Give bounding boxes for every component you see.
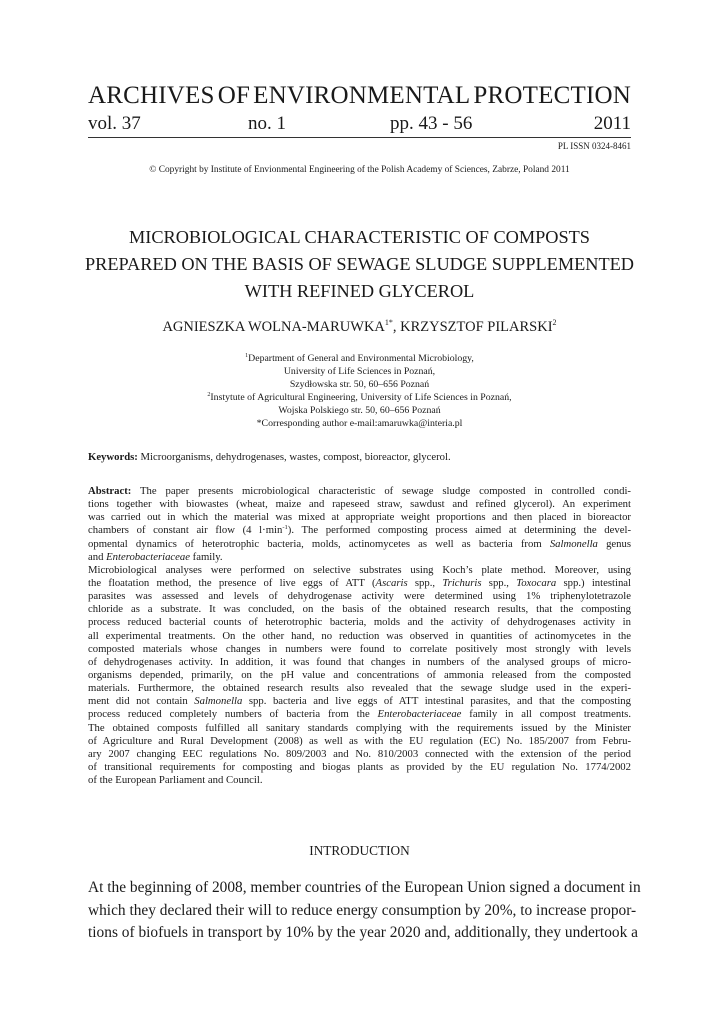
affiliation-line: Szydłowska str. 50, 60–656 Poznań — [289, 379, 430, 391]
abstract-line: process reduced completely numbers of bacteria from the Enterobacteriaceae family in all compost treatments. — [88, 708, 631, 721]
author-name: AGNIESZKA WOLNA-MARUWKA — [162, 319, 385, 335]
body-line: which they declared their will to reduce energy consumption by 20%, to increase propor- — [88, 901, 637, 919]
abstract-line: Microbiological analyses were performed on selective substrates using Koch’s plate method. Moreover, using — [88, 563, 631, 576]
journal-title — [88, 82, 631, 110]
author-affil-mark: 1* — [384, 318, 393, 327]
abstract-line: ment did not contain Salmonella spp. bacteria and live eggs of ATT intestinal parasites, and that the composting — [88, 695, 631, 708]
abstract-line: process reduced bacterial counts of heterotrophic bacteria, molds and the activity of dehydrogenases activity in — [88, 616, 631, 629]
affiliation-line: University of Life Sciences in Poznań, — [283, 366, 436, 378]
section-heading: INTRODUCTION — [309, 843, 410, 858]
article-title-line: MICROBIOLOGICAL CHARACTERISTIC OF COMPOSTS — [129, 227, 590, 247]
corresponding-author: *Corresponding author e-mail:amaruwka@interia.pl — [256, 418, 463, 430]
body-line: tions of biofuels in transport by 10% by the year 2020 and, additionally, they undertook a — [88, 924, 638, 941]
journal-title-word: PROTECTION — [473, 82, 631, 109]
year: 2011 — [593, 113, 631, 134]
author-separator: , — [392, 319, 401, 335]
journal-title-word: ENVIRONMENTAL — [253, 82, 471, 109]
author-name: KRZYSZTOF PILARSKI — [400, 319, 553, 335]
page-range: pp. 43 - 56 — [390, 113, 473, 134]
abstract-line: parasites was assessed and levels of dehydrogenase activity were determined using 1% triphenylotetrazole — [88, 590, 631, 603]
abstract-line: chambers of constant air flow (4 $l\cdot\min^{-1}$). The performed composting process aimed at determining the devel- — [88, 524, 631, 537]
keywords-label: Keywords: — [88, 451, 138, 463]
abstract-line: and Enterobacteriaceae family. — [88, 550, 223, 563]
journal-title-word: OF — [217, 82, 251, 109]
abstract — [88, 485, 631, 787]
issn: PL ISSN 0324-8461 — [557, 141, 631, 151]
abstract-label: Abstract: — [88, 485, 132, 497]
article-title-line: WITH REFINED GLYCEROL — [244, 281, 475, 301]
abstract-line: tions together with biowastes (wheat, maize and rapeseed straw, sawdust and refined glycerol). An experiment — [88, 498, 631, 511]
abstract-line: ary 2007 changing EEC regulations No. 809/2003 and No. 810/2003 connected with the extension of the period — [88, 747, 631, 760]
affiliation-line: $^2$Instytute of Agricultural Engineering, University of Life Sciences in Poznań, — [207, 392, 512, 404]
abstract-line: organisms depended, primarily, on the pH value and concentrations of ammonia released from the composted — [88, 668, 631, 681]
affiliation-mark: 2 — [207, 392, 211, 399]
header-rule — [88, 137, 631, 138]
abstract-line: composted materials whose changes in numbers were found to correlate positively most strongly with levels — [88, 642, 631, 655]
abstract-line: The obtained composts fulfilled all sanitary standards complying with the requirements issued by the Minister — [88, 721, 631, 734]
abstract-line: the floatation method, the presence of live eggs of ATT (Ascaris spp., Trichuris spp., Toxocara spp.) intestinal — [88, 576, 632, 589]
abstract-line: of Agriculture and Rural Development (2008) as well as with the EU regulation (EC) No. 185/2007 from Febru- — [88, 734, 631, 747]
abstract-line: Abstract: The paper presents microbiological characteristic of sewage sludge composted in controlled condi- — [88, 485, 631, 497]
copyright-notice: © Copyright by Institute of Envionmental Engineering of the Polish Academy of Sciences, Zabrze, Poland 2011 — [149, 165, 570, 175]
article-title-line: PREPARED ON THE BASIS OF SEWAGE SLUDGE SUPPLEMENTED — [84, 254, 634, 274]
journal-title-word: ARCHIVES — [88, 82, 215, 109]
author-affil-mark: 2 — [552, 318, 557, 327]
affiliations — [0, 352, 719, 431]
affiliation-mark: 1 — [245, 353, 249, 359]
abstract-line: of the European Parliament and Council. — [88, 774, 263, 787]
author-list — [0, 318, 719, 336]
abstract-line: of transitional requirements for composting and biogas plants as provided by the EU regulation No. 1774/2002 — [88, 760, 631, 773]
affiliation-line: $^1$Department of General and Environmental Microbiology, — [245, 353, 474, 364]
keywords — [88, 450, 631, 464]
affiliation-line: Wojska Polskiego str. 50, 60–656 Poznań — [278, 405, 441, 417]
keywords-text: Microorganisms, dehydrogenases, wastes, compost, bioreactor, glycerol. — [137, 451, 451, 463]
issue-number: no. 1 — [248, 113, 286, 134]
abstract-line: opmental dynamics of heterotrophic bacteria, molds, actinomycetes as well as bacteria from Salmonella genus — [88, 537, 632, 550]
article-title — [60, 224, 659, 305]
abstract-line: all experimental treatments. On the other hand, no reduction was observed in quantities of actinomycetes in the — [88, 629, 631, 642]
abstract-line: of dehydrogenases activity. In addition, it was found that changes in numbers of the analysed groups of micro- — [88, 655, 631, 668]
introduction-text — [88, 877, 641, 945]
abstract-line: materials. Furthermore, the obtained research results also revealed that the sewage sludge used in the experi- — [88, 682, 631, 695]
abstract-line: was carried out in which the material was mixed at appropriate weight proportions and then placed in bioreactor — [88, 511, 631, 524]
abstract-line: chloride as a substrate. It was concluded, on the basis of the obtained research results, that the composting — [88, 603, 631, 616]
volume: vol. 37 — [88, 113, 141, 134]
body-line: At the beginning of 2008, member countries of the European Union signed a document in — [88, 879, 641, 896]
